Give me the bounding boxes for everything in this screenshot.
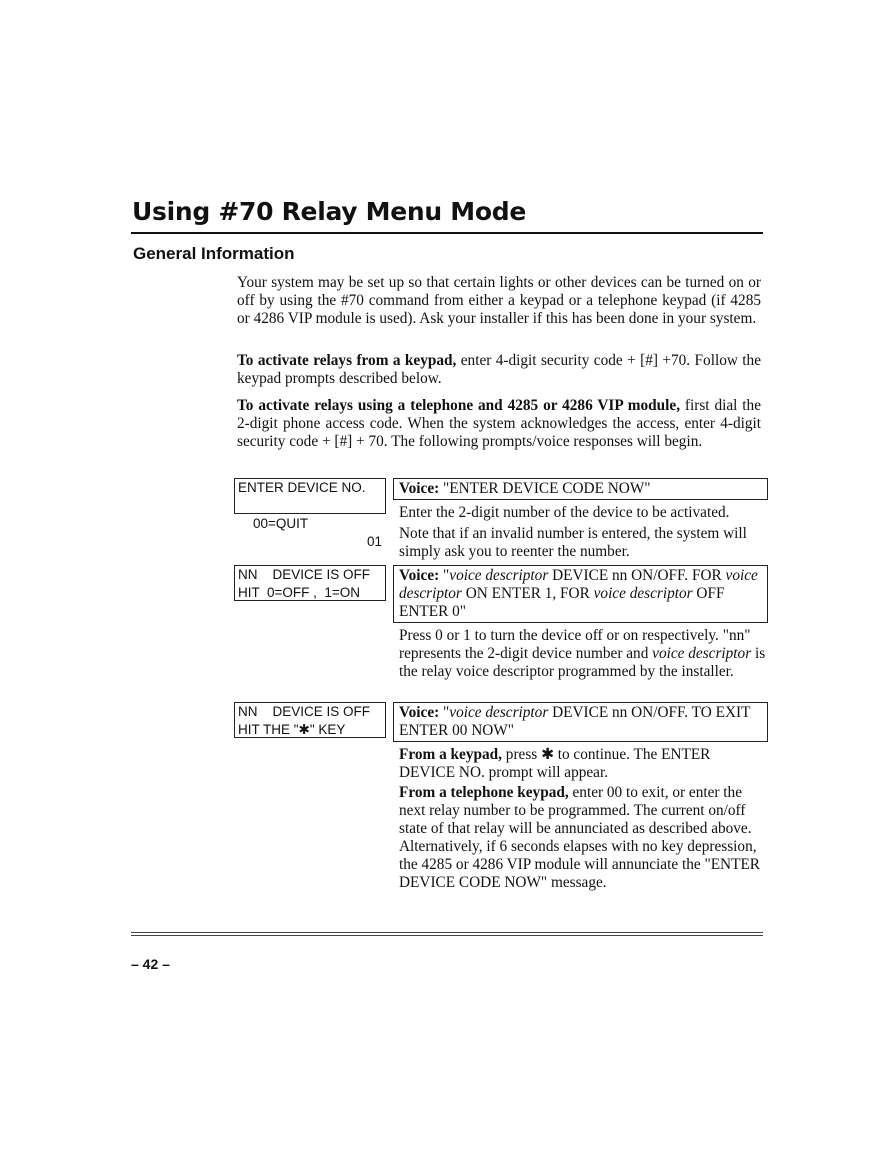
voice-label: Voice: [399, 480, 440, 497]
voice-box-step1 [393, 478, 768, 500]
voice-text: DEVICE nn ON/OFF. FOR [548, 567, 726, 584]
desc-text: enter 00 to exit, or enter the next relay number to be programmed. The current on/off state of that relay will be annunciated as described above. Alternatively, if 6 seconds elapses with no key depression, the 4285 or 4286 VIP module will annunciate the "ENTER DEVICE CODE NOW" message. [399, 784, 760, 891]
step3-phone-description [399, 784, 767, 892]
voice-text: "ENTER DEVICE CODE NOW" [439, 480, 651, 497]
keypad-instruction-text: enter 4-digit security code + [#] +70. Follow the keypad prompts described below. [237, 352, 761, 387]
page-number: – 42 – [131, 956, 170, 972]
desc-italic: voice descriptor [652, 645, 752, 662]
voice-descriptor-italic: voice descriptor [449, 704, 549, 721]
display-line1: NN DEVICE IS OFF [238, 704, 371, 719]
voice-descriptor-italic: voice descriptor [449, 567, 549, 584]
voice-box-step3 [393, 702, 768, 742]
display-line2: 00=QUIT [253, 516, 309, 531]
step1-description1: Enter the 2-digit number of the device to be activated. [399, 504, 730, 521]
footer-rule [131, 932, 763, 936]
desc-text: is the relay voice descriptor programmed by the installer. [399, 645, 766, 680]
voice-text: DEVICE nn ON/OFF. TO EXIT ENTER 00 NOW" [399, 704, 751, 739]
voice-quote: " [439, 704, 450, 721]
voice-text: ON ENTER 1, FOR [461, 585, 594, 602]
desc-text: Press 0 or 1 to turn the device off or on respectively. "nn" represents the 2-digit device number and [399, 627, 751, 662]
voice-text: OFF ENTER 0" [399, 585, 725, 620]
desc-lead: From a keypad, [399, 746, 502, 763]
display-line1: ENTER DEVICE NO. [238, 480, 366, 495]
voice-box-step2 [393, 565, 768, 623]
voice-descriptor-italic: voice descriptor [593, 585, 693, 602]
voice-label: Voice: [399, 567, 440, 584]
keypad-instruction-lead: To activate relays from a keypad, [237, 352, 457, 369]
desc-lead: From a telephone keypad, [399, 784, 569, 801]
step2-description [399, 627, 767, 681]
keypad-display-step3 [234, 702, 386, 738]
title-rule [131, 232, 763, 234]
desc-text: press ✱ to continue. The ENTER DEVICE NO. prompt will appear. [399, 746, 711, 781]
section-heading: General Information [133, 244, 295, 263]
display-line2: HIT THE "✱" KEY [238, 722, 346, 737]
display-line2-right: 01 [366, 534, 382, 549]
keypad-instruction-paragraph [237, 352, 761, 388]
step3-keypad-description [399, 746, 767, 782]
phone-instruction-lead: To activate relays using a telephone and 4285 or 4286 VIP module, [237, 397, 681, 414]
display-line2-row [238, 497, 382, 549]
voice-quote: " [439, 567, 450, 584]
intro-paragraph: Your system may be set up so that certain lights or other devices can be turned on or off by using the #70 command from either a keypad or a telephone keypad (if 4285 or 4286 VIP module is used). Ask your installer if this has been done in your system. [237, 274, 761, 327]
page-title: Using #70 Relay Menu Mode [132, 197, 527, 226]
phone-instruction-text: first dial the 2-digit phone access code. When the system acknowledges the access, enter 4-digit security code + [#] + 70. The following prompts/voice responses will begin. [237, 397, 761, 450]
voice-label: Voice: [399, 704, 440, 721]
step1-description2: Note that if an invalid number is entered, the system will simply ask you to reenter the number. [399, 525, 747, 560]
keypad-display-step1 [234, 478, 386, 549]
display-line2: HIT 0=OFF , 1=ON [238, 585, 361, 600]
display-line1: NN DEVICE IS OFF [238, 567, 371, 582]
voice-descriptor-italic: voice descriptor [399, 567, 758, 602]
phone-instruction-paragraph [237, 397, 761, 451]
keypad-display-step2 [234, 565, 386, 601]
